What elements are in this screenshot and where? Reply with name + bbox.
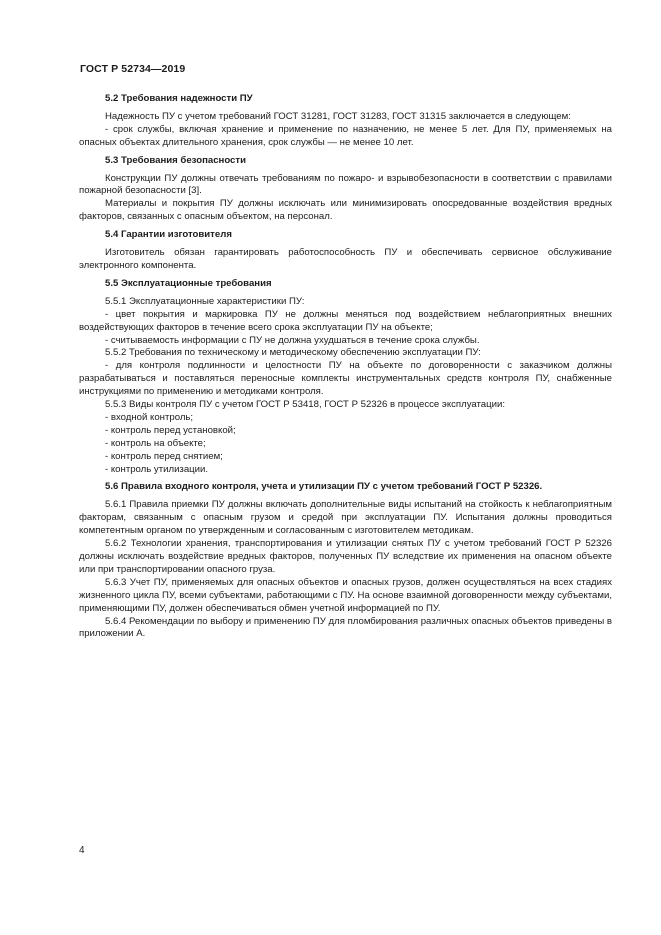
list-item xyxy=(79,451,612,464)
list-dash: - xyxy=(105,308,109,320)
section-heading: 5.5 Эксплуатационные требования xyxy=(105,277,272,289)
list-dash: - xyxy=(105,411,109,423)
list-dash: - xyxy=(105,123,109,135)
list-dash: - xyxy=(105,437,109,449)
list-item xyxy=(79,464,612,477)
section-5-4 xyxy=(79,229,612,273)
paragraph: 5.5.3 Виды контроля ПУ с учетом ГОСТ Р 53418, ГОСТ Р 52326 в процессе эксплуатации: xyxy=(105,399,506,411)
paragraph: 5.6.1 Правила приемки ПУ должны включать дополнительные виды испытаний на стойкость к неблагоприятным факторам, связанным с опасным грузом и средой при эксплуатации ПУ. Испытания должны проводиться компетентным органом по утвержденным и согласованным с изготовителем методикам. xyxy=(79,499,612,537)
list-item-text: для контроля подлинности и целостности ПУ на объекте по договоренности с заказчиком должны разрабатываться и поставляться переносные комплекты инструментальных средств контроля ПУ, снабженные инструкциями по применению и методиками контроля. xyxy=(79,360,613,398)
list-item-text: контроль утилизации. xyxy=(110,463,209,475)
list-item-text: входной контроль; xyxy=(110,411,194,423)
section-heading: 5.4 Гарантии изготовителя xyxy=(105,229,232,241)
list-item-text: контроль на объекте; xyxy=(110,437,206,449)
list-item-text: контроль перед снятием; xyxy=(110,450,223,462)
list-item xyxy=(79,124,612,150)
list-item xyxy=(79,335,612,348)
section-heading: 5.6 Правила входного контроля, учета и утилизации ПУ с учетом требований ГОСТ Р 52326. xyxy=(105,481,543,493)
list-item xyxy=(79,412,612,425)
paragraph: Надежность ПУ с учетом требований ГОСТ 31281, ГОСТ 31283, ГОСТ 31315 заключается в следующем: xyxy=(105,110,571,122)
paragraph: Материалы и покрытия ПУ должны исключать или минимизировать опосредованные воздействия вредных факторов, связанных с опасным объектом, на персонал. xyxy=(79,198,612,223)
paragraph: 5.5.2 Требования по техническому и методическому обеспечению эксплуатации ПУ: xyxy=(105,347,481,359)
paragraph: 5.5.1 Эксплуатационные характеристики ПУ: xyxy=(105,295,305,307)
paragraph: Изготовитель обязан гарантировать работоспособность ПУ и обеспечивать сервисное обслуживание электронного компонента. xyxy=(79,247,612,271)
section-5-2 xyxy=(79,93,612,150)
list-item-text: контроль перед установкой; xyxy=(110,424,236,436)
list-item xyxy=(79,438,612,451)
list-item-text: цвет покрытия и маркировка ПУ не должны меняться под воздействием неблагоприятных внешних воздействующих факторов в течение всего срока эксплуатации ПУ на объекте; xyxy=(79,308,612,333)
section-5-3 xyxy=(79,155,612,225)
document-header: ГОСТ Р 52734—2019 xyxy=(80,63,186,75)
paragraph: 5.6.4 Рекомендации по выбору и применению ПУ для пломбирования различных опасных объектов приведены в приложении А. xyxy=(79,615,612,640)
section-heading: 5.2 Требования надежности ПУ xyxy=(105,93,253,104)
list-dash: - xyxy=(105,424,109,436)
paragraph: Конструкции ПУ должны отвечать требованиям по пожаро- и взрывобезопасности в соответствии с правилами пожарной безопасности [3]. xyxy=(79,172,612,197)
list-item xyxy=(79,425,612,438)
paragraph: 5.6.3 Учет ПУ, применяемых для опасных объектов и опасных грузов, должен осуществляться на всех стадиях жизненного цикла ПУ, всеми субъектами, работающими с ПУ. На основе взаимной договоренности между субъектами, применяющими ПУ, должен обеспечиваться обмен учетной информацией по ПУ. xyxy=(79,576,612,614)
section-5-5 xyxy=(79,278,612,477)
list-item-text: считываемость информации с ПУ не должна ухудшаться в течение срока службы. xyxy=(110,334,480,346)
list-item xyxy=(79,360,612,399)
list-dash: - xyxy=(105,450,109,462)
list-dash: - xyxy=(105,334,109,346)
page-number: 4 xyxy=(79,845,85,856)
page-content xyxy=(79,93,612,646)
list-dash: - xyxy=(105,463,109,475)
section-5-6 xyxy=(79,481,612,641)
list-item-text: срок службы, включая хранение и применение по назначению, не менее 5 лет. Для ПУ, применяемых на опасных объектах длительного хранения, срок службы — не менее 10 лет. xyxy=(79,123,612,148)
list-item xyxy=(79,309,612,335)
list-dash: - xyxy=(105,360,109,372)
section-heading: 5.3 Требования безопасности xyxy=(105,154,246,166)
paragraph: 5.6.2 Технологии хранения, транспортирования и утилизации снятых ПУ с учетом требований ГОСТ Р 52326 должны исключать воздействие вредных факторов, полученных ПУ вследствие их применения на опасном объекте или при транспортировании опасного груза. xyxy=(79,538,612,575)
